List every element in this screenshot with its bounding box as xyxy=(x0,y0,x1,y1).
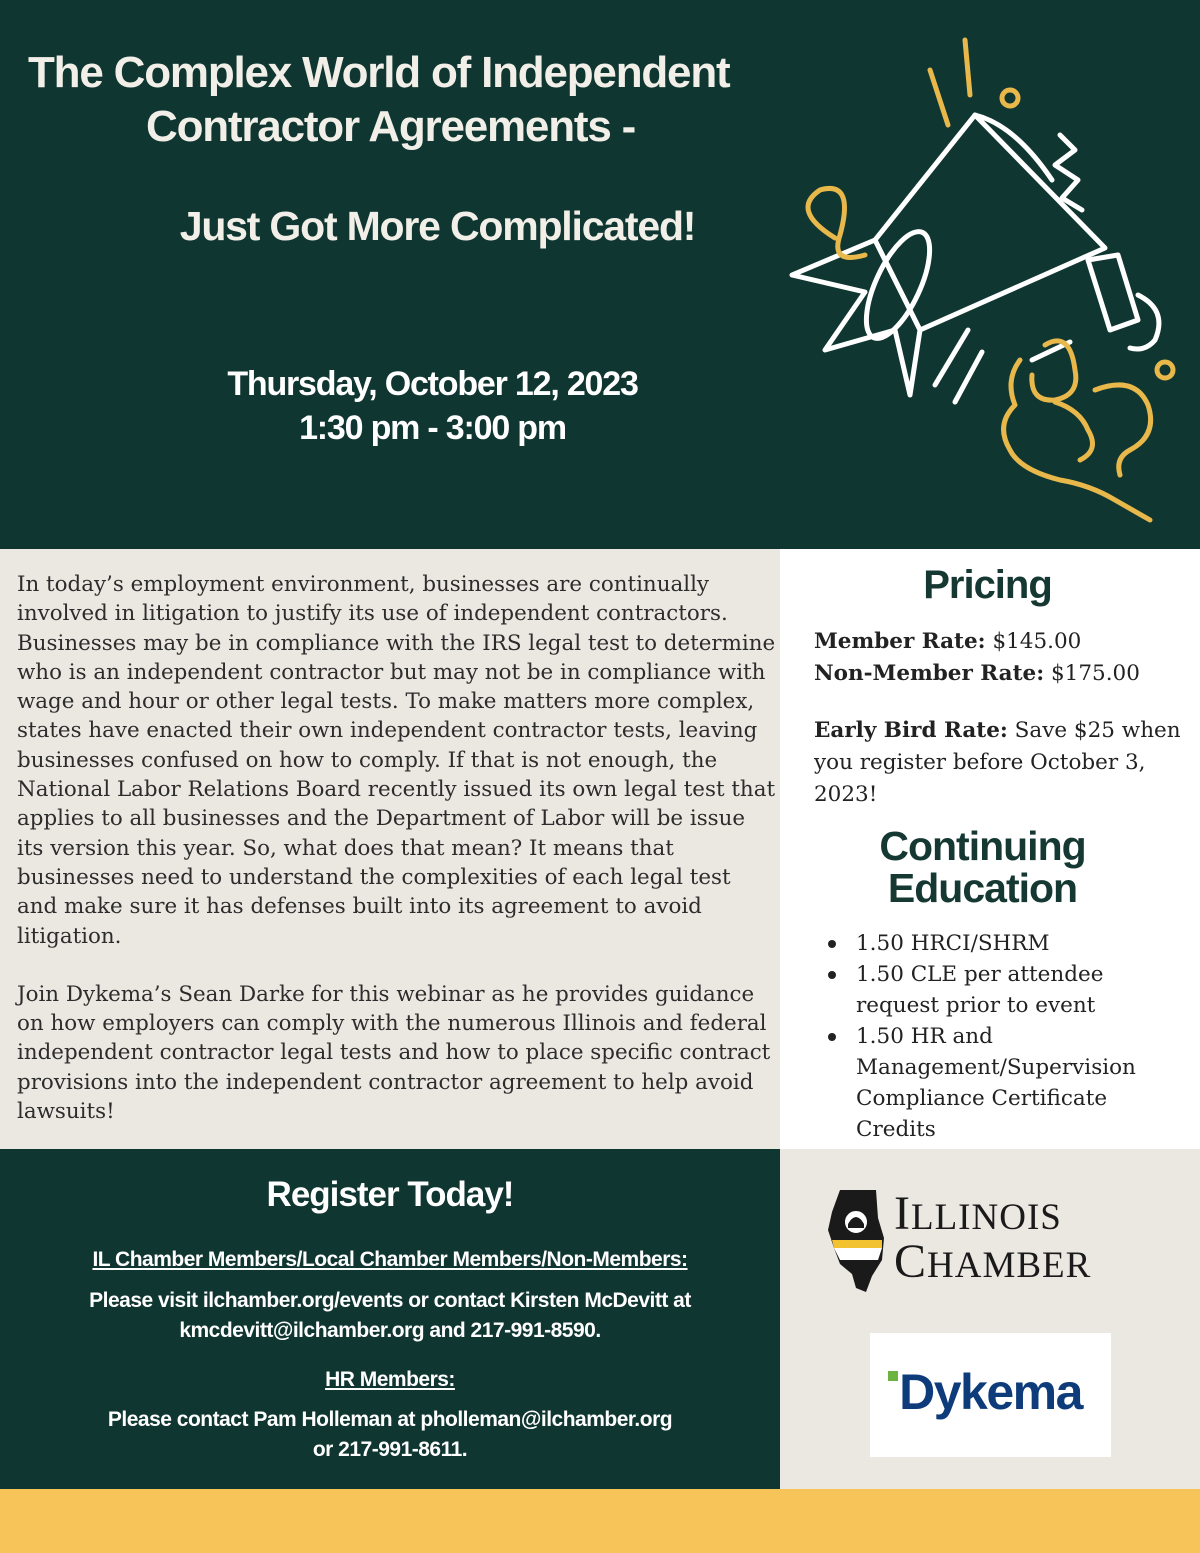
dykema-wordmark: Dykema xyxy=(899,1364,1082,1420)
register-group2-heading: HR Members: xyxy=(325,1368,455,1391)
nonmember-rate-label: Non-Member Rate: xyxy=(814,661,1045,686)
ce-title-line1: Continuing xyxy=(879,823,1086,869)
event-title xyxy=(28,46,858,154)
register-group2-line2: or 217-991-8611. xyxy=(312,1438,468,1461)
register-group1-line1: Please visit ilchamber.org/events or contact Kirsten McDevitt at xyxy=(89,1289,691,1312)
event-datetime xyxy=(0,362,865,450)
illinois-chamber-logo xyxy=(826,1188,1156,1298)
description-paragraph-1: In today’s employment environment, businesses are continually involved in litigation to justify its use of independent contractors. Businesses may be in compliance with the IRS legal test to determine who is an independent contractor but may not be in compliance with wage and hour or other legal tests. To make matters more complex, states have enacted their own independent contractor tests, leaving businesses confused on how to comply. If that is not enough, the National Labor Relations Board recently issued its own legal test that applies to all businesses and the Department of Labor will be issue its version this year. So, what does that mean? It means that businesses need to understand the complexities of each legal test and make sure it has defenses built into its agreement to avoid litigation. xyxy=(17,572,776,949)
illinois-word xyxy=(894,1186,1062,1241)
list-item: 1.50 HRCI/SHRM xyxy=(822,928,1172,959)
dykema-logo xyxy=(870,1333,1111,1457)
illinois-word-initial: I xyxy=(894,1187,911,1240)
event-title-line2: Contractor Agreements - xyxy=(146,102,636,151)
nonmember-rate-value: $175.00 xyxy=(1050,661,1140,686)
list-item: 1.50 HR and Management/Supervision Compliance Certificate Credits xyxy=(822,1021,1172,1145)
register-group2-text xyxy=(0,1405,780,1465)
ce-title xyxy=(780,825,1185,909)
footer-band xyxy=(0,1489,1200,1553)
member-rate xyxy=(814,626,1081,657)
register-title: Register Today! xyxy=(266,1175,514,1214)
event-time: 1:30 pm - 3:00 pm xyxy=(299,409,566,447)
event-subtitle: Just Got More Complicated! xyxy=(179,203,696,249)
chamber-word-initial: C xyxy=(894,1235,928,1288)
register-group1-line2: kmcdevitt@ilchamber.org and 217-991-8590. xyxy=(179,1319,601,1342)
register-group1-heading: IL Chamber Members/Local Chamber Members/Non-Members: xyxy=(92,1248,688,1271)
megaphone-icon xyxy=(770,30,1200,540)
event-title-line1: The Complex World of Independent xyxy=(28,48,730,97)
ce-title-line2: Education xyxy=(887,865,1078,911)
illinois-state-icon xyxy=(826,1188,890,1294)
chamber-word-rest: HAMBER xyxy=(927,1245,1092,1286)
event-description xyxy=(17,570,777,1155)
early-bird-rate xyxy=(814,715,1184,811)
dykema-accent-icon xyxy=(888,1371,898,1381)
chamber-word xyxy=(894,1234,1091,1289)
nonmember-rate xyxy=(814,658,1140,689)
early-bird-label: Early Bird Rate: xyxy=(814,718,1008,743)
event-date: Thursday, October 12, 2023 xyxy=(227,365,638,403)
list-item: 1.50 CLE per attendee request prior to event xyxy=(822,959,1172,1021)
ce-list xyxy=(822,928,1172,1145)
member-rate-value: $145.00 xyxy=(992,629,1082,654)
pricing-title: Pricing xyxy=(923,563,1052,607)
description-paragraph-2: Join Dykema’s Sean Darke for this webinar as he provides guidance on how employers can comply with the numerous Illinois and federal independent contractor legal tests and how to place specific contract provisions into the independent contractor agreement to help avoid lawsuits! xyxy=(17,981,771,1125)
member-rate-label: Member Rate: xyxy=(814,629,986,654)
illinois-word-rest: LLINOIS xyxy=(910,1197,1062,1238)
early-bird-text: Save $25 when you register before October 3, 2023! xyxy=(814,718,1181,807)
register-group1-text xyxy=(0,1286,780,1346)
register-group2-line1: Please contact Pam Holleman at pholleman@ilchamber.org xyxy=(107,1408,673,1431)
